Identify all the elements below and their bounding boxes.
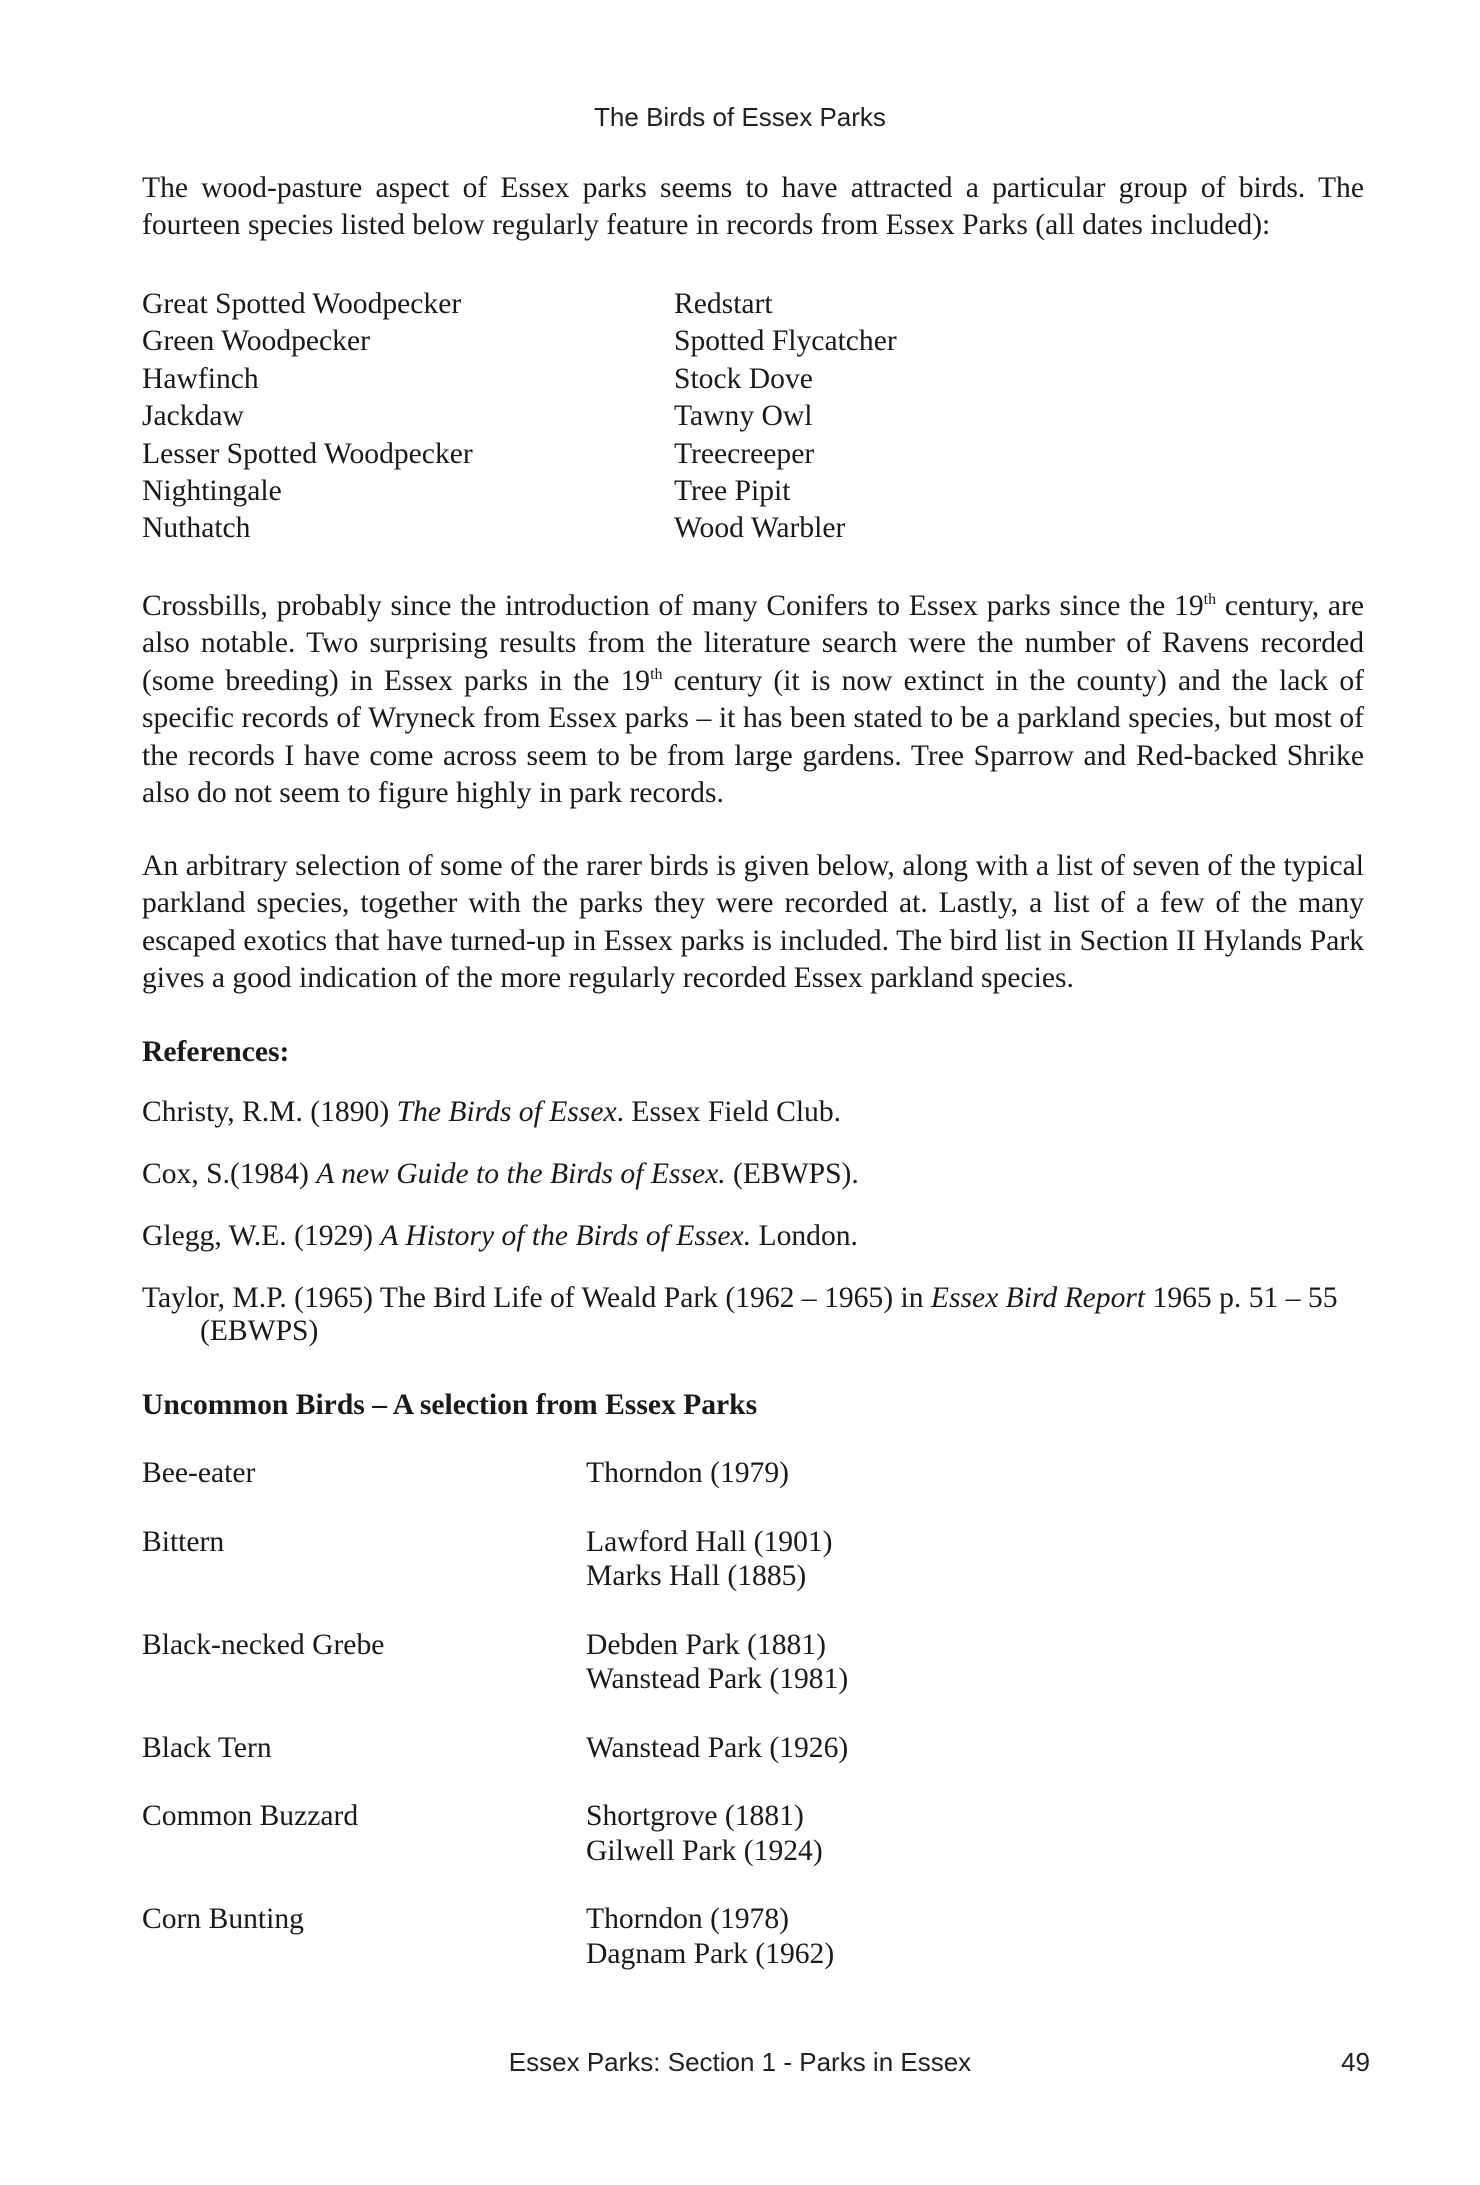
running-header: The Birds of Essex Parks	[594, 102, 886, 132]
reference-publisher: London.	[751, 1220, 858, 1252]
species-item: Hawfinch	[142, 362, 259, 395]
species-item: Tree Pipit	[674, 475, 791, 508]
reference-title: Essex Bird Report	[930, 1282, 1146, 1314]
bird-site: Thorndon (1979)	[586, 1457, 790, 1489]
species-item: Spotted Flycatcher	[674, 325, 897, 358]
bird-name: Common Buzzard	[142, 1800, 359, 1832]
bird-row	[142, 1456, 1242, 1491]
bird-sites	[586, 1731, 1242, 1766]
reference-publisher: . Essex Field Club.	[616, 1096, 842, 1128]
reference-author: Cox, S.(1984)	[142, 1158, 317, 1190]
reference-item	[142, 1282, 1372, 1348]
bird-name: Bee-eater	[142, 1457, 256, 1489]
bird-row	[142, 1799, 1242, 1868]
reference-publisher: (EBWPS).	[725, 1158, 859, 1190]
reference-title: A History of the Birds of Essex.	[380, 1220, 752, 1252]
bird-site: Shortgrove (1881)	[586, 1800, 804, 1832]
references-heading: References:	[142, 1036, 290, 1068]
species-item: Great Spotted Woodpecker	[142, 288, 462, 320]
bird-row	[142, 1731, 1242, 1766]
species-item: Lesser Spotted Woodpecker	[142, 437, 473, 470]
species-item: Stock Dove	[674, 362, 813, 395]
reference-item	[142, 1096, 1372, 1129]
bird-sites	[586, 1799, 1242, 1868]
page-number: 49	[1341, 2047, 1370, 2077]
species-item: Green Woodpecker	[142, 325, 370, 358]
species-item: Nuthatch	[142, 512, 251, 545]
paragraph-text: century, are also notable. Two surprising results from the literature search were the number of Ravens recorded (some breeding) in Essex parks in the 19	[142, 590, 1364, 697]
bird-site: Gilwell Park (1924)	[586, 1834, 823, 1867]
reference-item	[142, 1158, 1372, 1191]
reference-author: Taylor, M.P. (1965) The Bird Life of Weald Park (1962 – 1965) in	[142, 1282, 931, 1314]
superscript: th	[1203, 591, 1217, 608]
superscript: th	[650, 665, 663, 683]
bird-name: Corn Bunting	[142, 1903, 304, 1935]
species-item: Wood Warbler	[674, 512, 846, 545]
references-list	[142, 1096, 1372, 1377]
uncommon-birds-list	[142, 1456, 1242, 2005]
bird-site: Thorndon (1978)	[586, 1903, 790, 1935]
bird-site: Dagnam Park (1962)	[586, 1937, 835, 1970]
selection-paragraph: An arbitrary selection of some of the rarer birds is given below, along with a list of seven of the typical parkland species, together with the parks they were recorded at. Lastly, a list of a few of the many escaped exotics that have turned-up in Essex parks is included. The bird list in Section II Hylands Park gives a good indication of the more regularly recorded Essex parkland species.	[142, 850, 1364, 995]
reference-item	[142, 1220, 1372, 1253]
intro-paragraph: The wood-pasture aspect of Essex parks seems to have attracted a particular group of birds. The fourteen species listed below regularly feature in records from Essex Parks (all dates included):	[142, 172, 1364, 242]
species-column-left	[142, 286, 473, 548]
paragraph-text: Crossbills, probably since the introduction of many Conifers to Essex parks since the 19	[142, 590, 1204, 622]
crossbills-paragraph	[142, 588, 1364, 812]
bird-row	[142, 1628, 1242, 1697]
bird-sites	[586, 1902, 1242, 1971]
bird-sites	[586, 1525, 1242, 1594]
bird-row	[142, 1525, 1242, 1594]
bird-site: Debden Park (1881)	[586, 1628, 826, 1661]
bird-row	[142, 1902, 1242, 1971]
bird-name: Black-necked Grebe	[142, 1628, 385, 1661]
species-item: Jackdaw	[142, 400, 244, 433]
species-item: Redstart	[674, 288, 773, 320]
uncommon-birds-heading: Uncommon Birds – A selection from Essex Parks	[142, 1389, 758, 1421]
reference-title: The Birds of Essex	[396, 1096, 617, 1128]
bird-sites	[586, 1456, 1242, 1491]
species-column-right	[674, 286, 897, 548]
species-item: Treecreeper	[674, 437, 815, 470]
bird-sites	[586, 1628, 1242, 1697]
reference-publisher: 1965 p. 51 – 55 (EBWPS)	[200, 1282, 1338, 1347]
footer-title: Essex Parks: Section 1 - Parks in Essex	[508, 2047, 972, 2077]
bird-name: Bittern	[142, 1525, 225, 1558]
bird-site: Marks Hall (1885)	[586, 1560, 807, 1592]
bird-site: Wanstead Park (1981)	[586, 1663, 849, 1695]
reference-title: A new Guide to the Birds of Essex.	[316, 1158, 726, 1190]
reference-author: Glegg, W.E. (1929)	[142, 1220, 381, 1252]
paragraph-text: century (it is now extinct in the county) and the lack of specific records of Wryneck from Essex parks – it has been stated to be a parkland species, but most of the records I have come across seem to be from large gardens. Tree Sparrow and Red-backed Shrike also do not seem to figure highly in park records.	[142, 664, 1364, 810]
species-item: Tawny Owl	[674, 400, 813, 433]
reference-author: Christy, R.M. (1890)	[142, 1096, 397, 1128]
bird-site: Lawford Hall (1901)	[586, 1525, 833, 1558]
bird-name: Black Tern	[142, 1731, 272, 1764]
species-item: Nightingale	[142, 475, 282, 508]
bird-site: Wanstead Park (1926)	[586, 1731, 849, 1764]
